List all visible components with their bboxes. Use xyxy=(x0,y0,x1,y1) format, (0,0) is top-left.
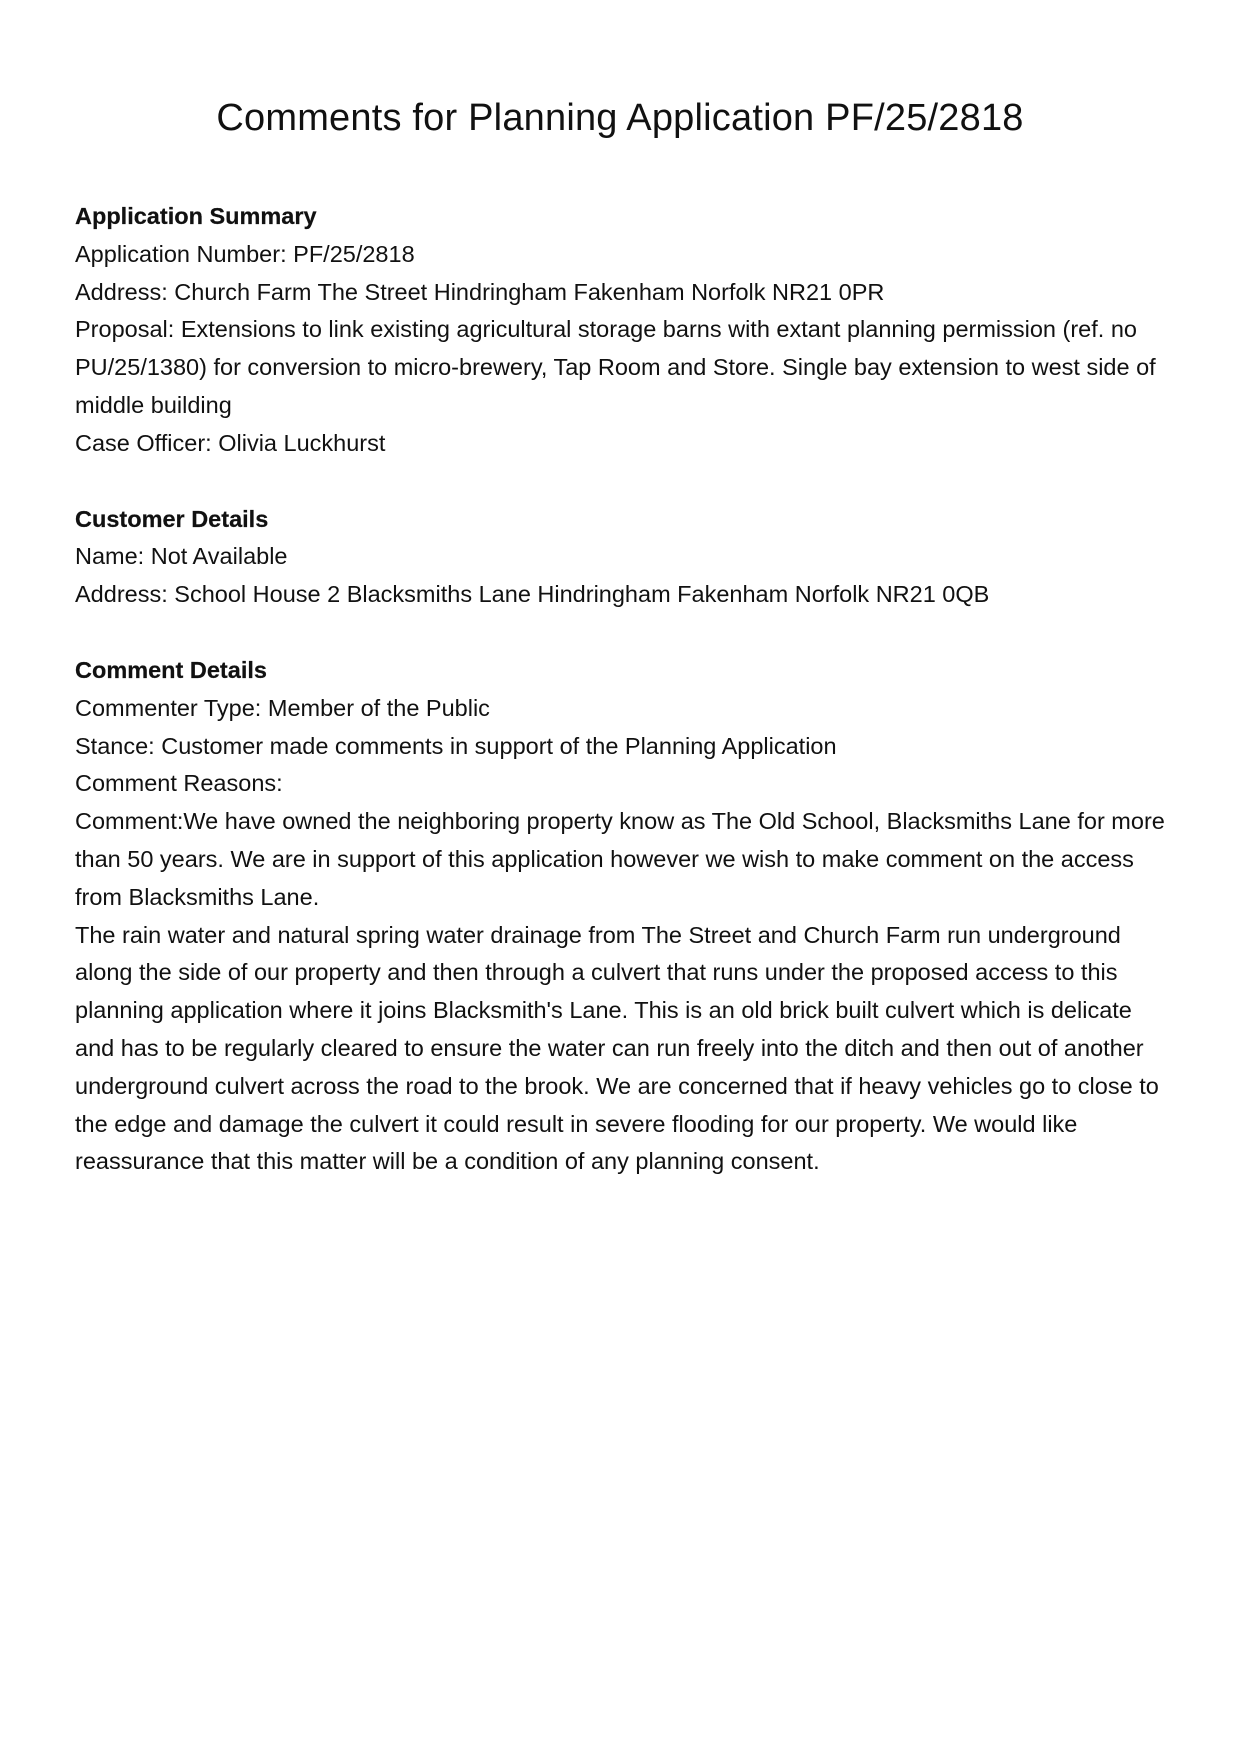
customer-details-heading: Customer Details xyxy=(75,505,269,532)
application-address-value: Church Farm The Street Hindringham Fakenham Norfolk NR21 0PR xyxy=(174,278,885,305)
comment-paragraph-2 xyxy=(75,917,1175,1182)
application-address-label: Address: xyxy=(75,278,175,305)
customer-address-value: School House 2 Blacksmiths Lane Hindringham Fakenham Norfolk NR21 0QB xyxy=(174,581,990,608)
stance-value: Customer made comments in support of the Planning Application xyxy=(161,732,837,759)
commenter-type-value: Member of the Public xyxy=(267,694,490,721)
customer-address-label: Address: xyxy=(75,581,175,608)
comment-text-1: We have owned the neighboring property know as The Old School, Blacksmiths Lane for more than 50 years. We are in support of this application however we wish to make comment on the access from Blacksmiths Lane. xyxy=(75,808,1165,910)
stance-label: Stance: xyxy=(75,732,162,759)
case-officer-label: Case Officer: xyxy=(75,429,219,456)
comment-reasons-label: Comment Reasons: xyxy=(75,770,283,797)
customer-details-section xyxy=(75,501,1175,614)
page-title: Comments for Planning Application PF/25/2818 xyxy=(216,97,1024,139)
application-number-line xyxy=(75,236,1175,274)
stance-line xyxy=(75,728,1175,766)
document-body xyxy=(75,198,1175,1219)
comment-paragraph-1 xyxy=(75,803,1175,916)
proposal-line xyxy=(75,311,1175,424)
application-summary-section xyxy=(75,198,1175,463)
commenter-type-label: Commenter Type: xyxy=(75,694,268,721)
comment-label: Comment: xyxy=(75,808,184,835)
proposal-value: Extensions to link existing agricultural storage barns with extant planning permission (ref. no PU/25/1380) for conversion to micro-brewery, Tap Room and Store. Single bay extension to west side of middle building xyxy=(75,316,1156,418)
commenter-type-line xyxy=(75,690,1175,728)
comment-details-section xyxy=(75,652,1175,1181)
customer-address-line xyxy=(75,576,1175,614)
application-number-label: Application Number: xyxy=(75,240,294,267)
customer-name-label: Name: xyxy=(75,543,151,570)
comment-reasons-line xyxy=(75,765,1175,803)
case-officer-line xyxy=(75,425,1175,463)
comment-text-2: The rain water and natural spring water drainage from The Street and Church Farm run underground along the side of our property and then through a culvert that runs under the proposed access to this planning application where it joins Blacksmith's Lane. This is an old brick built culvert which is delicate and has to be regularly cleared to ensure the water can run freely into the ditch and then out of another underground culvert across the road to the brook. We are concerned that if heavy vehicles go to close to the edge and damage the culvert it could result in severe flooding for our property. We would like reassurance that this matter will be a condition of any planning consent. xyxy=(75,921,1159,1175)
case-officer-value: Olivia Luckhurst xyxy=(218,429,386,456)
customer-name-line xyxy=(75,538,1175,576)
application-address-line xyxy=(75,274,1175,312)
application-summary-heading: Application Summary xyxy=(75,203,317,229)
proposal-label: Proposal: xyxy=(75,316,181,343)
application-number-value: PF/25/2818 xyxy=(293,240,415,267)
comment-details-heading: Comment Details xyxy=(75,656,267,683)
customer-name-value: Not Available xyxy=(150,543,288,570)
